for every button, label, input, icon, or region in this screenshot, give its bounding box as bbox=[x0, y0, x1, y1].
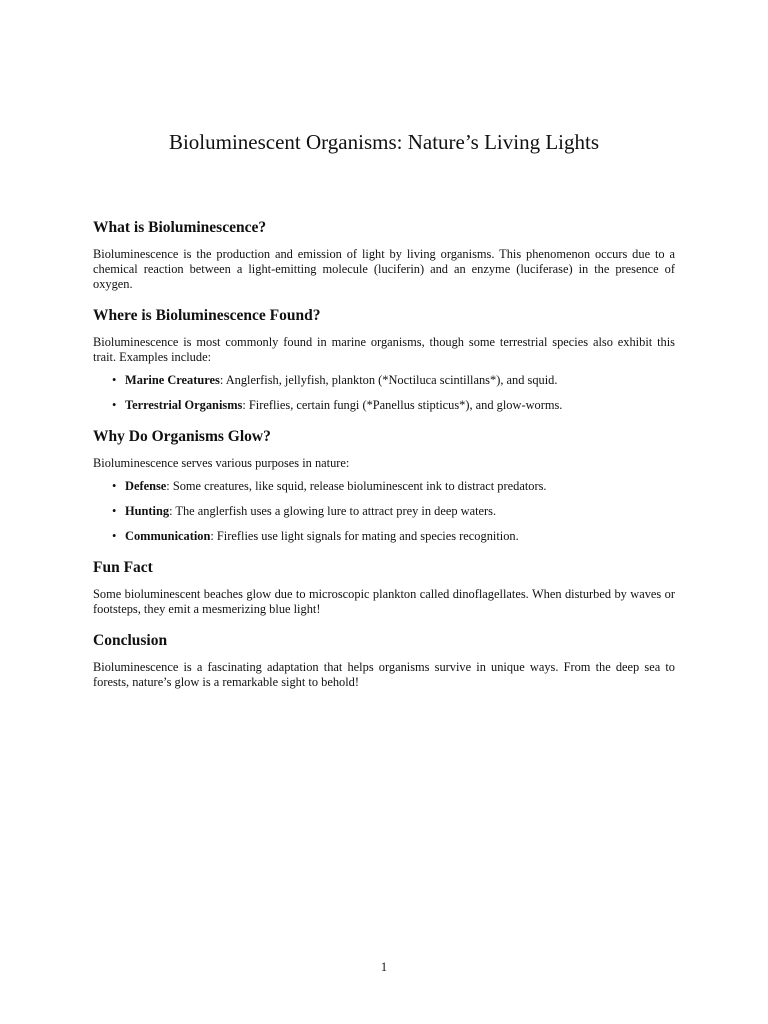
section-paragraph: Bioluminescence serves various purposes in nature: bbox=[93, 456, 350, 470]
section-heading: Fun Fact bbox=[93, 559, 153, 576]
list-item-term: Communication bbox=[125, 529, 211, 543]
list-item-text: : Fireflies, certain fungi (*Panellus stipticus*), and glow-worms. bbox=[242, 398, 563, 412]
list-item-text: : The anglerfish uses a glowing lure to attract prey in deep waters. bbox=[169, 504, 497, 518]
page-number: 1 bbox=[380, 960, 388, 974]
bullet-icon: • bbox=[112, 398, 117, 412]
section-paragraph: Bioluminescence is the production and emission of light by living organisms. This phenomenon occurs due to a chemical reaction between a light-emitting molecule (luciferin) and an enzyme (luciferase) in the presence of oxygen. bbox=[93, 247, 675, 291]
document-body bbox=[93, 218, 675, 704]
list-item-text: : Some creatures, like squid, release bioluminescent ink to distract predators. bbox=[166, 479, 547, 493]
section-heading: What is Bioluminescence? bbox=[93, 219, 267, 236]
list-item bbox=[93, 479, 675, 494]
bullet-icon: • bbox=[112, 529, 117, 543]
bullet-list bbox=[93, 373, 675, 413]
list-item-term: Defense bbox=[125, 479, 167, 493]
section-conclusion bbox=[93, 631, 675, 690]
section-heading: Why Do Organisms Glow? bbox=[93, 428, 271, 445]
section-paragraph: Bioluminescence is most commonly found in marine organisms, though some terrestrial species also exhibit this trait. Examples include: bbox=[93, 335, 675, 364]
section-heading: Where is Bioluminescence Found? bbox=[93, 307, 321, 324]
bullet-list bbox=[93, 479, 675, 544]
list-item-term: Marine Creatures bbox=[125, 373, 220, 387]
section-paragraph: Bioluminescence is a fascinating adaptation that helps organisms survive in unique ways. From the deep sea to forests, nature’s glow is a remarkable sight to behold! bbox=[93, 660, 675, 689]
list-item bbox=[93, 373, 675, 388]
bullet-icon: • bbox=[112, 373, 117, 387]
list-item-text: : Fireflies use light signals for mating and species recognition. bbox=[210, 529, 519, 543]
bullet-icon: • bbox=[112, 479, 117, 493]
bullet-icon: • bbox=[112, 504, 117, 518]
list-item bbox=[93, 529, 675, 544]
section-fun-fact bbox=[93, 558, 675, 617]
list-item bbox=[93, 504, 675, 519]
section-paragraph: Some bioluminescent beaches glow due to microscopic plankton called dinoflagellates. When disturbed by waves or footsteps, they emit a mesmerizing blue light! bbox=[93, 587, 675, 616]
section-why-glow bbox=[93, 427, 675, 544]
list-item-term: Terrestrial Organisms bbox=[125, 398, 243, 412]
list-item-text: : Anglerfish, jellyfish, plankton (*Noctiluca scintillans*), and squid. bbox=[219, 373, 558, 387]
section-heading: Conclusion bbox=[93, 632, 168, 649]
list-item bbox=[93, 398, 675, 413]
section-what-is bbox=[93, 218, 675, 292]
section-where-found bbox=[93, 306, 675, 413]
list-item-term: Hunting bbox=[125, 504, 170, 518]
document-title: Bioluminescent Organisms: Nature’s Living Lights bbox=[168, 130, 600, 154]
